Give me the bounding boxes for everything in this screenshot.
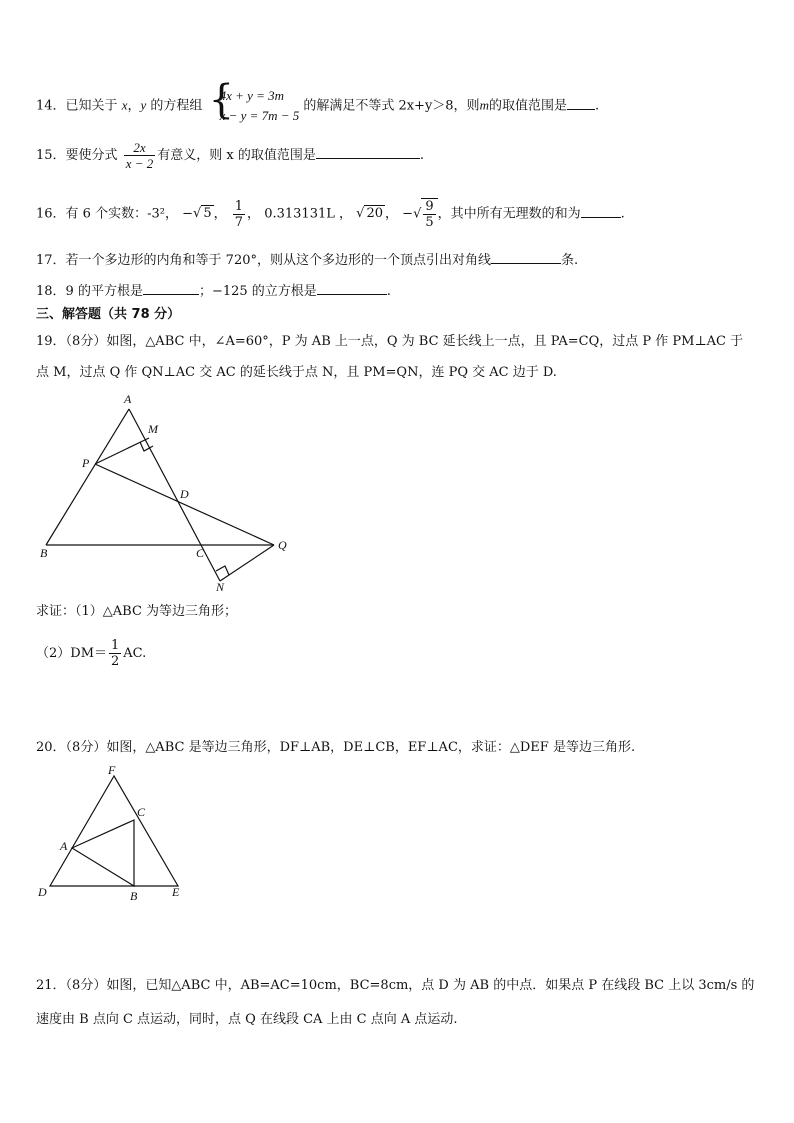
fraction-1-2: [109, 638, 121, 669]
question-14: [36, 77, 600, 126]
segment-AB: [46, 409, 129, 545]
comma: ，: [213, 206, 227, 222]
right-angle-mark-N: [216, 566, 229, 575]
question-number: 16．: [36, 206, 66, 222]
fraction: [124, 140, 156, 171]
comma: ，: [127, 98, 141, 114]
label-D: D: [38, 885, 47, 899]
q17-text: 若一个多边形的内角和等于 720°，则从这个多边形的一个顶点引出对角线: [65, 253, 491, 268]
comma: ，: [247, 206, 261, 222]
question-20-line-1: 20．（8分）如图，△ABC 是等边三角形，DF⊥AB，DE⊥CB，EF⊥AC，求证：△DEF 是等边三角形.: [36, 740, 636, 755]
question-16: [36, 198, 625, 230]
label-B: B: [40, 546, 48, 560]
prove-part-2: [36, 638, 146, 669]
q16-text: 有 6 个实数：: [65, 206, 148, 222]
label-A: A: [124, 392, 132, 406]
q18-text-mid: ；−125 的立方根是: [198, 284, 317, 299]
question-number: 18．: [36, 284, 66, 299]
numerator: 9: [425, 199, 434, 214]
radicand: 20: [366, 206, 384, 221]
segment-QN: [220, 545, 274, 581]
var-m: m: [479, 97, 489, 113]
numerator: 2x: [124, 140, 156, 156]
label-A: A: [60, 839, 68, 853]
answer-blank[interactable]: [567, 96, 595, 110]
q14-condition: 的解满足不等式 2x+y＞8，则: [303, 98, 480, 114]
denominator: x − 2: [125, 156, 154, 171]
q15-tail: 有意义，则 x 的取值范围是: [157, 148, 316, 163]
question-19-line-1: 19．（8分）如图，△ABC 中，∠A=60°，P 为 AB 上一点，Q 为 BC 延长线上一点，且 PA=CQ，过点 P 作 PM⊥AC 于: [36, 334, 744, 349]
minus-sign: −: [182, 206, 194, 222]
question-number: 17．: [36, 253, 66, 268]
label-C: C: [137, 805, 146, 819]
numerator: 1: [111, 638, 120, 653]
numerator: 1: [234, 198, 244, 214]
period: .: [594, 98, 600, 114]
answer-blank[interactable]: [491, 250, 561, 264]
equation-2: x − y = 7m − 5: [219, 108, 300, 123]
triangle-DEF: [50, 776, 178, 886]
comma: ，: [385, 206, 399, 222]
triangle-ABC: [72, 820, 134, 886]
answer-blank-1[interactable]: [143, 281, 199, 295]
label-C: C: [196, 546, 205, 560]
question-15: [36, 140, 424, 171]
sqrt-20: √ 20: [356, 206, 384, 221]
question-21-line-2: 速度由 B 点向 C 点运动，同时，点 Q 在线段 CA 上由 C 点向 A 点运动.: [36, 1012, 458, 1027]
equation-1: 4x + y = 3m: [219, 88, 285, 103]
question-19-line-2: 点 M，过点 Q 作 QN⊥AC 交 AC 的延长线于点 N，且 PM=QN，连 PQ 交 AC 边于 D.: [36, 365, 557, 380]
number-1: -3²: [147, 206, 165, 222]
var-x: x: [121, 97, 128, 113]
period: .: [620, 206, 625, 222]
equation-system: [208, 77, 300, 126]
number-4: 0.313131L: [264, 206, 335, 222]
question-number: 15．: [36, 148, 66, 163]
figure-20: [30, 760, 200, 905]
label-F: F: [108, 763, 116, 777]
q14-text: 已知关于: [65, 98, 118, 114]
part2-text: （2）DM＝: [36, 646, 108, 661]
question-21-line-1: 21．（8分）如图，已知△ABC 中，AB=AC=10cm，BC=8cm，点 D 为 AB 的中点．如果点 P 在线段 BC 上以 3cm/s 的: [36, 978, 755, 993]
q14-text-mid: 的方程组: [146, 98, 203, 114]
denominator: 2: [111, 654, 120, 669]
label-Q: Q: [278, 538, 287, 552]
label-D: D: [180, 487, 189, 501]
sqrt-5: √ 5: [193, 206, 212, 221]
figure-19: [30, 385, 310, 595]
prove-part-1: 求证：（1）△ABC 为等边三角形；: [36, 604, 238, 619]
period: .: [386, 284, 391, 299]
question-17: [36, 250, 578, 270]
comma: ，: [339, 206, 353, 222]
answer-blank[interactable]: [316, 145, 420, 159]
question-18: [36, 281, 391, 301]
answer-blank-2[interactable]: [317, 281, 387, 295]
q15-text: 要使分式: [65, 148, 118, 163]
q18-text: 9 的平方根是: [65, 284, 143, 299]
brace-icon: {: [208, 77, 235, 123]
var-y: y: [140, 97, 147, 113]
label-B: B: [130, 889, 138, 903]
question-number: 14．: [36, 98, 66, 114]
sqrt-9-5: √ $\frac{9}{5}$: [413, 198, 438, 230]
period: .: [419, 148, 424, 163]
q14-tail: 的取值范围是: [488, 98, 567, 114]
segment-AN: [129, 409, 220, 581]
label-E: E: [172, 885, 180, 899]
denominator: 7: [234, 214, 244, 230]
q16-tail: ，其中所有无理数的和为: [437, 206, 581, 222]
comma: ，: [164, 206, 178, 222]
q17-tail: 条.: [561, 253, 579, 268]
label-P: P: [82, 456, 90, 470]
part2-tail: AC.: [123, 646, 147, 661]
radicand: 5: [203, 206, 212, 221]
segment-PQ: [95, 464, 274, 545]
section-title: 三、解答题（共 78 分）: [36, 307, 181, 322]
label-M: M: [148, 422, 158, 436]
label-N: N: [216, 580, 225, 594]
denominator: 5: [425, 215, 434, 230]
fraction-1-7: [233, 199, 245, 230]
minus-sign: −: [402, 206, 414, 222]
answer-blank[interactable]: [581, 204, 621, 218]
